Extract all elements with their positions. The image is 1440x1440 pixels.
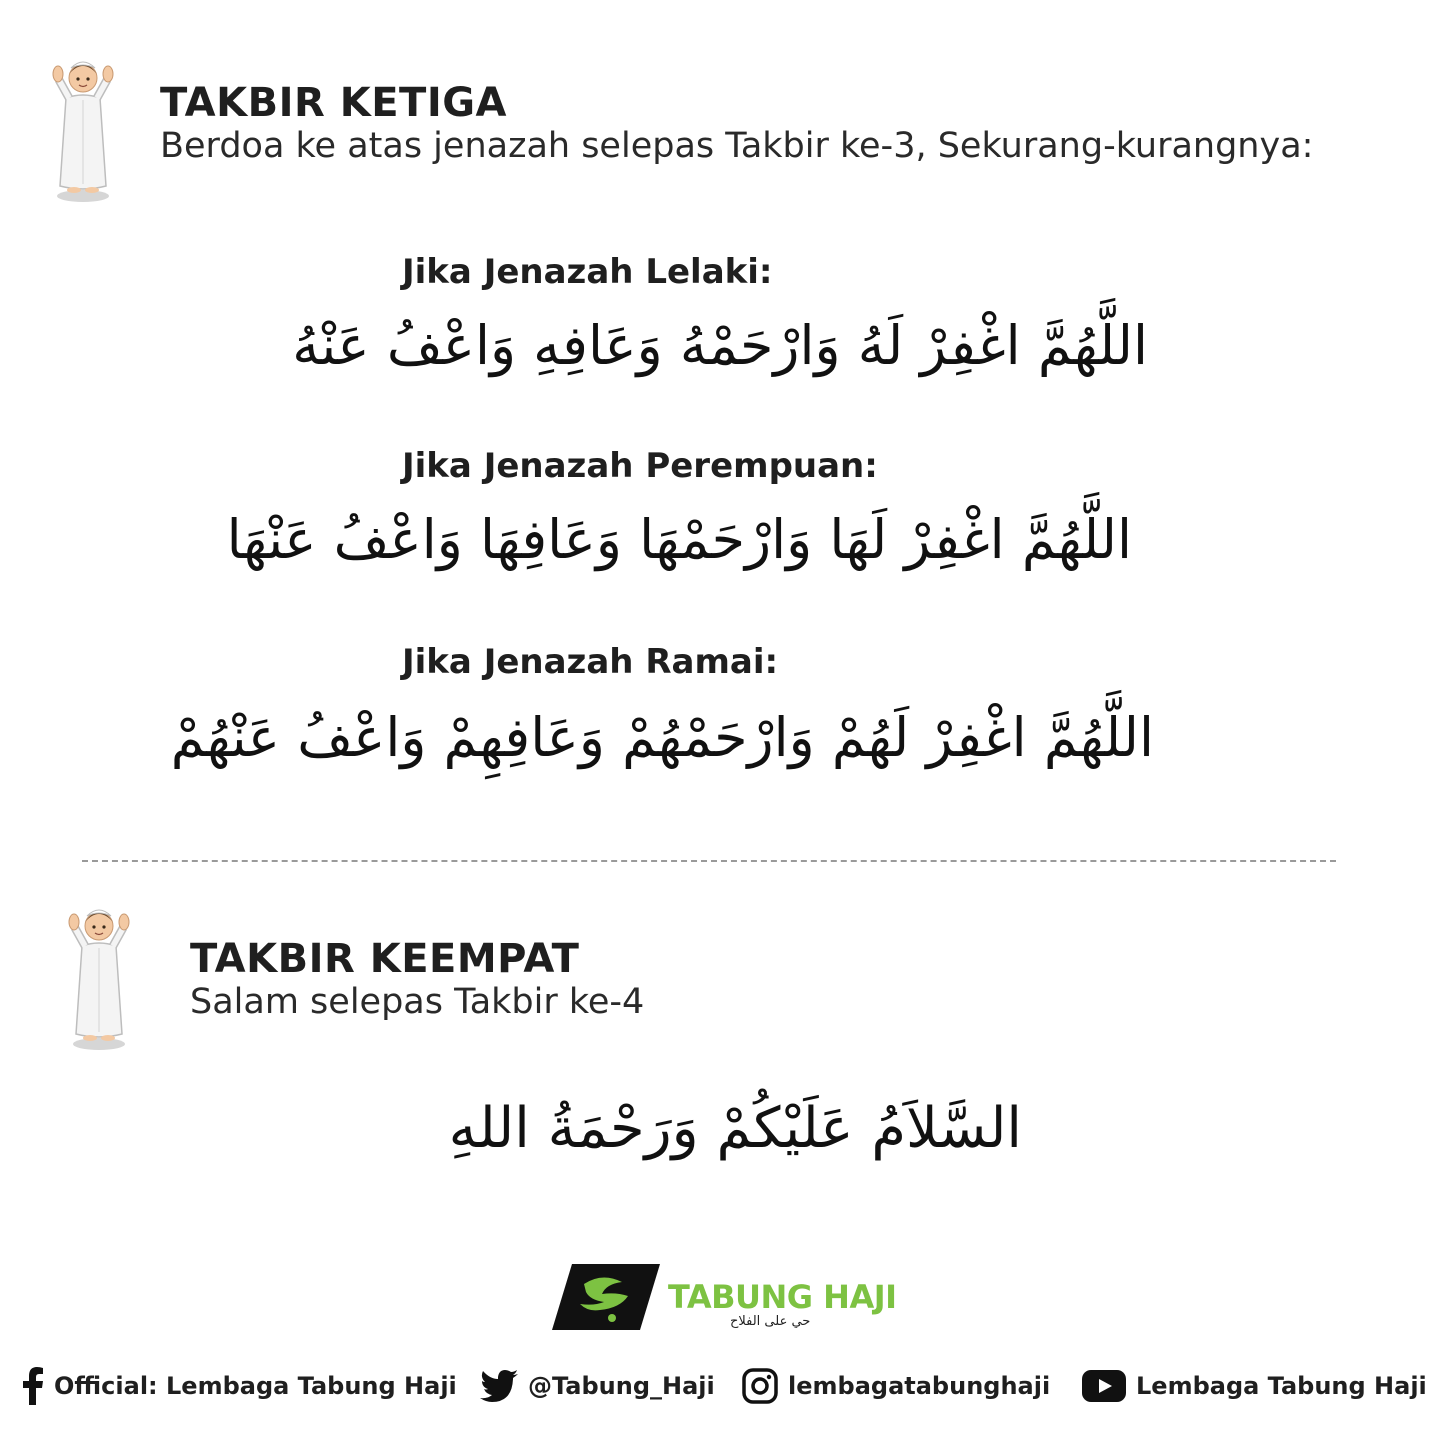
dua-label-perempuan: Jika Jenazah Perempuan: bbox=[402, 446, 878, 486]
section-subtitle-takbir-ketiga: Berdoa ke atas jenazah selepas Takbir ke-3, Sekurang-kurangnya: bbox=[160, 126, 1314, 166]
logo-tagline: حي على الفلاح bbox=[730, 1314, 811, 1329]
footer-youtube[interactable] bbox=[1082, 1366, 1427, 1406]
section-title-takbir-keempat: TAKBIR KEEMPAT bbox=[190, 936, 580, 982]
logo-name: TABUNG HAJI bbox=[668, 1278, 897, 1316]
dua-label-lelaki: Jika Jenazah Lelaki: bbox=[402, 252, 773, 292]
footer-instagram-label: lembagatabunghaji bbox=[788, 1372, 1051, 1400]
tabung-haji-logo-icon bbox=[550, 1262, 662, 1336]
dua-arabic-ramai: اللَّهُمَّ اغْفِرْ لَهُمْ وَارْحَمْهُمْ وَعَافِهِمْ وَاعْفُ عَنْهُمْ bbox=[170, 706, 1154, 769]
facebook-icon bbox=[22, 1367, 44, 1405]
dua-arabic-perempuan: اللَّهُمَّ اغْفِرْ لَهَا وَارْحَمْهَا وَعَافِهَا وَاعْفُ عَنْهَا bbox=[226, 508, 1132, 571]
footer-facebook[interactable] bbox=[22, 1366, 457, 1406]
section-subtitle-takbir-keempat: Salam selepas Takbir ke-4 bbox=[190, 982, 645, 1022]
praying-person-icon bbox=[66, 900, 132, 1052]
salam-arabic: السَّلاَمُ عَلَيْكُمْ وَرَحْمَةُ اللهِ bbox=[448, 1096, 1022, 1161]
footer-twitter[interactable] bbox=[480, 1366, 715, 1406]
twitter-icon bbox=[480, 1370, 518, 1402]
footer-facebook-label: Official: Lembaga Tabung Haji bbox=[54, 1372, 457, 1400]
dua-label-ramai: Jika Jenazah Ramai: bbox=[402, 642, 779, 682]
instagram-icon bbox=[742, 1368, 778, 1404]
youtube-icon bbox=[1082, 1370, 1126, 1402]
section-divider bbox=[82, 860, 1336, 862]
praying-person-icon bbox=[50, 52, 116, 204]
dua-arabic-lelaki: اللَّهُمَّ اغْفِرْ لَهُ وَارْحَمْهُ وَعَافِهِ وَاعْفُ عَنْهُ bbox=[292, 314, 1148, 377]
footer-twitter-label: @Tabung_Haji bbox=[528, 1372, 715, 1400]
footer-instagram[interactable] bbox=[742, 1366, 1050, 1406]
section-title-takbir-ketiga: TAKBIR KETIGA bbox=[160, 80, 508, 126]
footer-youtube-label: Lembaga Tabung Haji bbox=[1136, 1372, 1427, 1400]
